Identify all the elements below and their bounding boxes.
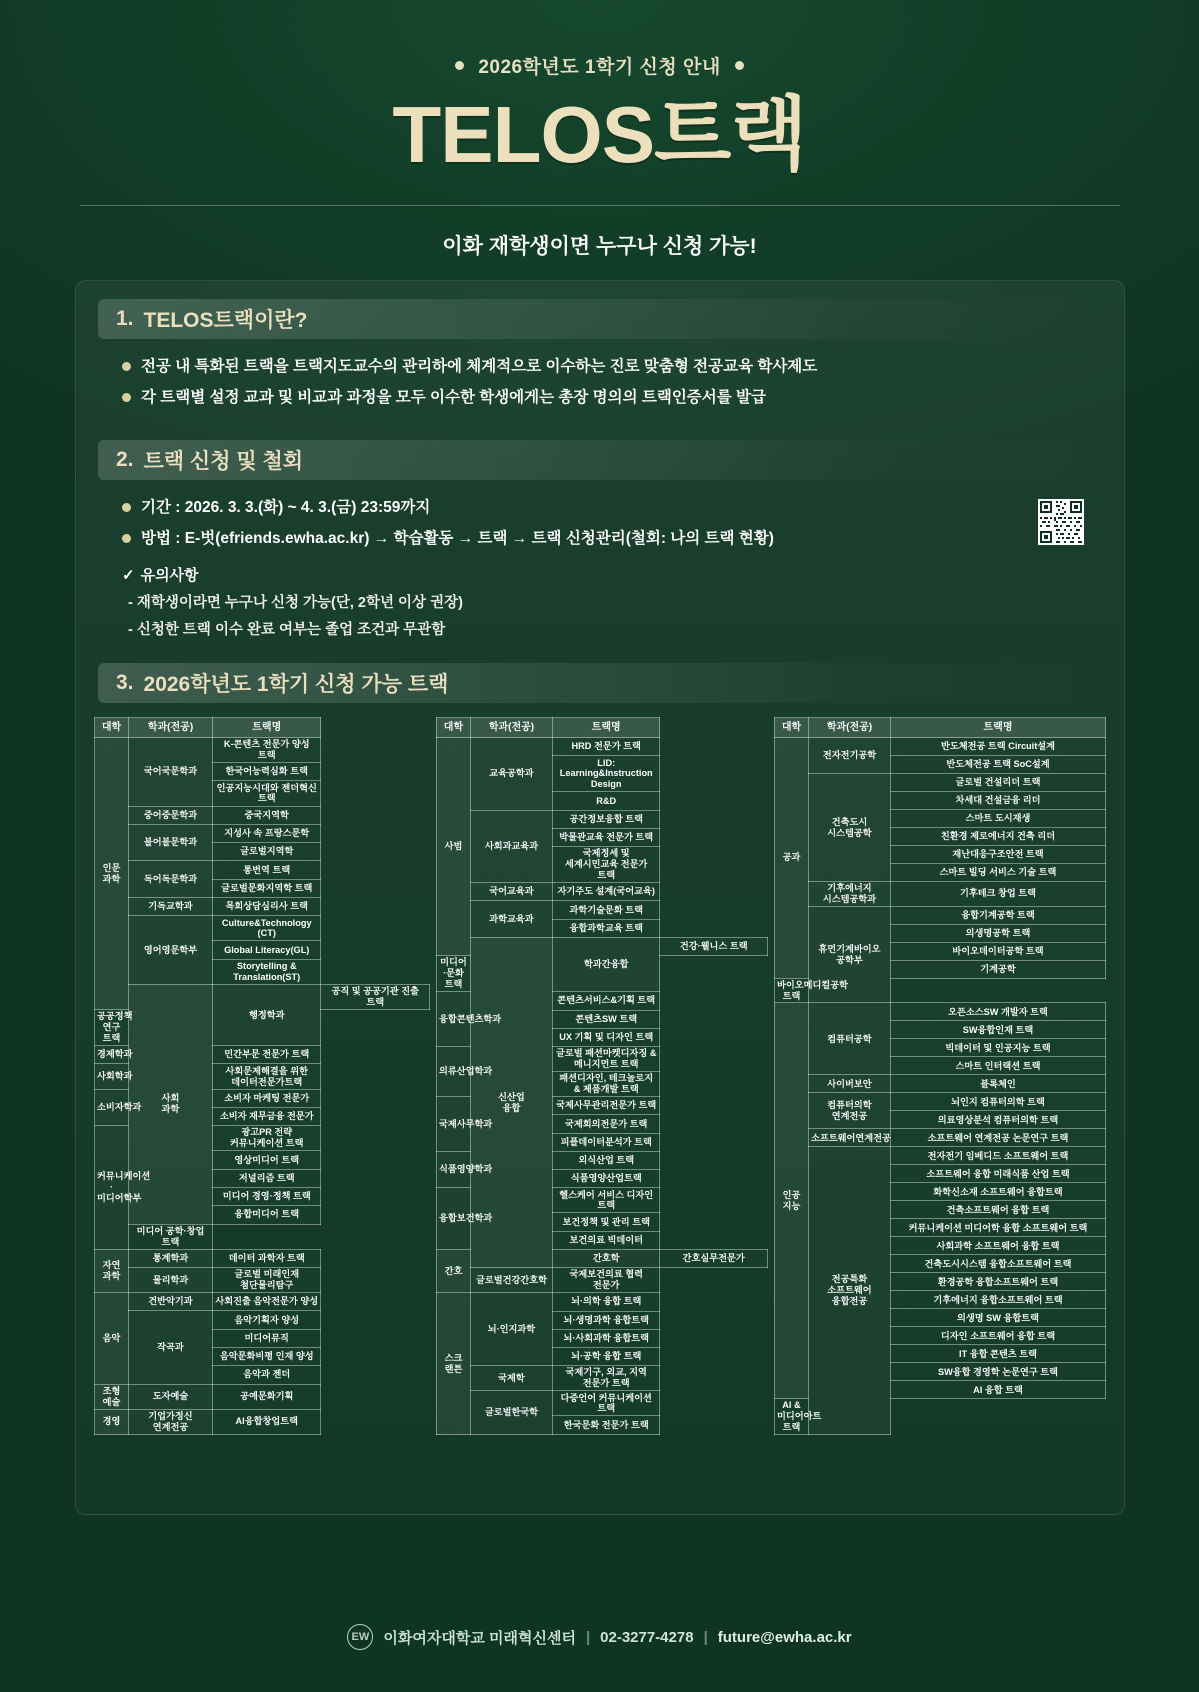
table-row	[774, 774, 1105, 792]
bullet-dot-icon	[122, 362, 131, 371]
table-row	[436, 1391, 767, 1416]
table-row	[95, 824, 430, 842]
cell-department: 식품영양학과	[436, 1151, 470, 1188]
table-row	[95, 1224, 430, 1249]
cell-track-name: 소비자 재무금융 전문가	[213, 1107, 321, 1125]
cell-track-name: 의생명 SW 융합트랙	[890, 1309, 1105, 1327]
col-header-track: 트랙명	[213, 718, 321, 738]
cell-track-name: 민간부문 전문가 트랙	[213, 1046, 321, 1064]
table-row	[436, 1366, 767, 1391]
cell-department: 융합보건학과	[436, 1188, 470, 1250]
cell-track-name: AI 융합 트랙	[890, 1381, 1105, 1399]
cell-track-name: 스마트 도시재생	[890, 810, 1105, 828]
cell-department: 작곡과	[129, 1311, 213, 1384]
cell-department: 융합콘텐츠학과	[436, 992, 470, 1047]
cell-track-name: 글로벌문화지역학 트랙	[213, 879, 321, 897]
header-divider	[80, 205, 1120, 206]
cell-track-name: 소프트웨어 연계전공 논문연구 트랙	[890, 1129, 1105, 1147]
footer-separator-2: |	[703, 1628, 708, 1646]
qr-code-icon[interactable]	[1038, 499, 1084, 545]
col-header-college: 대학	[95, 718, 129, 738]
cell-track-name: 반도체전공 트랙 SoC설계	[890, 756, 1105, 774]
cell-track-name: 패션디자인, 테크놀로지 & 제품개발 트랙	[552, 1072, 660, 1097]
col-header-track: 트랙명	[552, 718, 660, 738]
cell-track-name: 글로벌 미래인재 첨단물리탐구	[213, 1267, 321, 1292]
cell-track-name: 커뮤니케이션 미디어학 융합 소프트웨어 트랙	[890, 1219, 1105, 1237]
cell-track-name: 환경공학 융합소프트웨어 트랙	[890, 1273, 1105, 1291]
table-row	[436, 1268, 767, 1293]
cell-college: 사회 과학	[129, 984, 213, 1224]
cell-department: 행정학과	[213, 984, 321, 1045]
table-row	[436, 883, 767, 901]
table-row	[774, 738, 1105, 756]
cell-college: 스크 랜튼	[436, 1293, 470, 1435]
section-2-bullets	[122, 496, 1124, 551]
section-2-notice	[122, 564, 1124, 639]
section-3-header	[98, 663, 1102, 703]
cell-track-name: 보건정책 및 관리 트랙	[552, 1213, 660, 1231]
table-row	[436, 1293, 767, 1311]
cell-department: 소프트웨어연계전공	[808, 1129, 890, 1147]
cell-track-name: 데이터 과학자 트랙	[213, 1249, 321, 1267]
cell-department: 기업가정신 연계전공	[129, 1409, 213, 1434]
table-row	[774, 1003, 1105, 1021]
cell-college: 경영	[95, 1409, 129, 1434]
cell-track-name: 스마트 인터랙션 트랙	[890, 1057, 1105, 1075]
cell-college: 자연 과학	[95, 1249, 129, 1292]
table-row	[95, 738, 430, 763]
cell-track-name: 건강·웰니스 트랙	[660, 937, 768, 955]
notice-line: - 재학생이라면 누구나 신청 가능(단, 2학년 이상 권장)	[128, 595, 463, 611]
cell-track-name: 과학기술문화 트랙	[552, 901, 660, 919]
notice-heading-label: 유의사항	[140, 567, 199, 584]
cell-track-name: IT 융합 콘텐츠 트랙	[890, 1345, 1105, 1363]
section-1-number: 1.	[116, 307, 134, 330]
track-table-block-2	[436, 717, 768, 1435]
cell-track-name: 음악기획자 양성	[213, 1311, 321, 1329]
cell-track-name: 건축도시시스템 융합소프트웨어 트랙	[890, 1255, 1105, 1273]
table-header-row	[774, 718, 1105, 738]
cell-department: 학과간융합	[552, 937, 660, 991]
cell-track-name: 공간정보융합 트랙	[552, 810, 660, 828]
cell-track-name: 사회진출 음악전문가 양성	[213, 1293, 321, 1311]
cell-track-name: 박물관교육 전문가 트랙	[552, 828, 660, 846]
table-row	[436, 901, 767, 919]
cell-track-name: LID: Learning&Instruction Design	[552, 756, 660, 792]
cell-track-name: 헬스케어 서비스 디자인 트랙	[552, 1188, 660, 1213]
cell-track-name: HRD 전문가 트랙	[552, 738, 660, 756]
table-row	[95, 898, 430, 916]
cell-department: 교육공학과	[470, 738, 552, 811]
cell-track-name: 빅데이터 및 인공지능 트랙	[890, 1039, 1105, 1057]
cell-department: 전공특화 소프트웨어 융합전공	[808, 1147, 890, 1435]
cell-track-name: 소비자 마케팅 전문가	[213, 1089, 321, 1107]
cell-department: 커뮤니케이션· 미디어학부	[95, 1126, 129, 1249]
cell-track-name: 국제정세 및 세계시민교육 전문가 트랙	[552, 847, 660, 883]
cell-track-name: 공공정책 연구 트랙	[95, 1010, 129, 1046]
cell-track-name: 소프트웨어 융합 미래식품 산업 트랙	[890, 1165, 1105, 1183]
table-row	[436, 738, 767, 756]
cell-track-name: 기후테크 창업 트랙	[890, 882, 1105, 907]
cell-track-name: 한국문화 전문가 트랙	[552, 1416, 660, 1435]
cell-track-name: SW융합인재 트랙	[890, 1021, 1105, 1039]
table-row	[95, 806, 430, 824]
cell-track-name: 중국지역학	[213, 806, 321, 824]
cell-track-name: 저널리즘 트랙	[213, 1169, 321, 1187]
col-header-college: 대학	[774, 718, 808, 738]
section-1-header	[98, 299, 1102, 339]
cell-track-name: 글로벌지역학	[213, 843, 321, 861]
track-table-block-1	[94, 717, 430, 1435]
list-item	[122, 527, 1124, 550]
table-row	[774, 882, 1105, 907]
cell-track-name: Storytelling & Translation(ST)	[213, 959, 321, 984]
cell-track-name: 기계공학	[890, 960, 1105, 978]
cell-track-name: 미디어 공학·창업 트랙	[129, 1224, 213, 1249]
cell-department: 휴먼기계바이오 공학부	[808, 906, 890, 1003]
col-header-dept: 학과(전공)	[470, 718, 552, 738]
header-kicker	[0, 52, 1199, 79]
cell-track-name: 바이오데이터공학 트랙	[890, 942, 1105, 960]
footer-phone: 02-3277-4278	[600, 1628, 694, 1646]
table-row	[95, 1293, 430, 1311]
cell-department: 전자전기공학	[808, 738, 890, 774]
table-header-row	[95, 718, 430, 738]
cell-track-name: Culture&Technology (CT)	[213, 916, 321, 941]
cell-track-name: 목회상담심리사 트랙	[213, 898, 321, 916]
cell-department: 글로벌건강간호학	[470, 1268, 552, 1293]
cell-track-name: 뇌·공학 융합 트랙	[552, 1348, 660, 1366]
cell-track-name: 피플데이터분석가 트랙	[552, 1133, 660, 1151]
cell-department: 건축도시 시스템공학	[808, 774, 890, 882]
table-body-3	[774, 738, 1105, 1435]
cell-track-name: AI & 미디어아트 트랙	[774, 1399, 808, 1435]
cell-track-name: 음악과 젠더	[213, 1366, 321, 1384]
cell-track-name: 바이오메디컬공학 트랙	[774, 978, 808, 1003]
cell-track-name: 음악문화비평 인재 양성	[213, 1347, 321, 1365]
table-row	[95, 984, 430, 1009]
cell-track-name: 국제보건의료 협력 전문가	[552, 1268, 660, 1293]
cell-department: 간호학	[552, 1249, 660, 1267]
footer-email[interactable]: future@ewha.ac.kr	[717, 1628, 852, 1646]
cell-department: 과학교육과	[470, 901, 552, 938]
list-item	[122, 355, 1124, 378]
cell-track-name: 보건의료 빅데이터	[552, 1231, 660, 1249]
cell-department: 국제학	[470, 1366, 552, 1391]
table-row	[95, 916, 430, 941]
cell-track-name: 글로벌 건설리더 트랙	[890, 774, 1105, 792]
cell-department: 기독교학과	[129, 898, 213, 916]
section-2-header	[98, 440, 1102, 480]
cell-track-name: 광고PR 전략 커뮤니케이션 트랙	[213, 1126, 321, 1151]
table-row	[95, 1384, 430, 1409]
cell-track-name: 전자전기 임베디드 소프트웨어 트랙	[890, 1147, 1105, 1165]
bullet-dot-right-icon	[735, 61, 744, 70]
cell-track-name: 외식산업 트랙	[552, 1151, 660, 1169]
table-row	[436, 937, 767, 955]
cell-track-name: 통번역 트랙	[213, 861, 321, 879]
cell-department: 독어독문학과	[129, 861, 213, 898]
bullet-dot-left-icon	[455, 61, 464, 70]
cell-track-name: 국제사무관리전문가 트랙	[552, 1097, 660, 1115]
table-row	[774, 1147, 1105, 1165]
cell-college: 간호	[436, 1249, 470, 1292]
cell-track-name: 의생명공학 트랙	[890, 924, 1105, 942]
cell-track-name: 공예문화기획	[213, 1384, 321, 1409]
kicker-text: 2026학년도 1학기 신청 안내	[478, 57, 721, 78]
cell-department: 불어불문학과	[129, 824, 213, 861]
cell-track-name: Global Literacy(GL)	[213, 941, 321, 959]
cell-track-name: 블록체인	[890, 1075, 1105, 1093]
cell-college: 사범	[436, 738, 470, 956]
cell-track-name: 건축소프트웨어 융합 트랙	[890, 1201, 1105, 1219]
cell-department: 사회과교육과	[470, 810, 552, 883]
track-table-wrap	[94, 717, 1106, 1435]
cell-track-name: 오픈소스SW 개발자 트랙	[890, 1003, 1105, 1021]
cell-track-name: 한국어능력심화 트랙	[213, 763, 321, 781]
cell-track-name: 공직 및 공공기관 진출 트랙	[321, 984, 429, 1009]
cell-track-name: 지성사 속 프랑스문학	[213, 824, 321, 842]
cell-college: 공과	[774, 738, 808, 979]
col-header-track: 트랙명	[890, 718, 1105, 738]
cell-department: 뇌·인지과학	[470, 1293, 552, 1366]
university-seal-icon: EW	[347, 1624, 373, 1650]
cell-track-name: 사회과학 소프트웨어 융합 트랙	[890, 1237, 1105, 1255]
cell-department: 도자예술	[129, 1384, 213, 1409]
cell-track-name: 미디어뮤직	[213, 1329, 321, 1347]
cell-track-name: 화학신소재 소프트웨어 융합트랙	[890, 1183, 1105, 1201]
table-header-row	[436, 718, 767, 738]
notice-heading	[122, 564, 1124, 585]
cell-department: 기후에너지 시스템공학과	[808, 882, 890, 907]
poster-header	[0, 0, 1199, 260]
cell-department: 영어영문학부	[129, 916, 213, 985]
list-item	[122, 496, 1124, 519]
table-row	[774, 1093, 1105, 1111]
cell-department: 소비자학과	[95, 1089, 129, 1126]
cell-track-name: SW융합 경영학 논문연구 트랙	[890, 1363, 1105, 1381]
bullet-text: 각 트랙별 설정 교과 및 비교과 과정을 모두 이수한 학생에게는 총장 명의의 트랙인증서를 발급	[141, 389, 766, 407]
section-1-title: TELOS트랙이란?	[143, 309, 308, 332]
cell-track-name: 기후에너지 융합소프트웨어 트랙	[890, 1291, 1105, 1309]
cell-track-name: 반도체전공 트랙 Circuit설계	[890, 738, 1105, 756]
cell-department: 건반악기과	[129, 1293, 213, 1311]
list-item	[122, 386, 1124, 409]
cell-track-name: 뇌·의학 융합 트랙	[552, 1293, 660, 1311]
cell-track-name: 융합과학교육 트랙	[552, 919, 660, 937]
bullet-dot-icon	[122, 503, 131, 512]
cell-college: 조형 예술	[95, 1384, 129, 1409]
cell-track-name: 콘텐츠SW 트랙	[552, 1010, 660, 1028]
cell-track-name: 융합기계공학 트랙	[890, 906, 1105, 924]
cell-department: 의류산업학과	[436, 1047, 470, 1097]
cell-track-name: R&D	[552, 792, 660, 810]
cell-track-name: 글로벌 패션마켓디자징 & 메니지먼트 트랙	[552, 1047, 660, 1072]
table-body-1	[95, 738, 430, 1435]
page-title: TELOS트랙	[392, 90, 807, 179]
bullet-dot-icon	[122, 534, 131, 543]
cell-track-name: 인공지능시대와 젠더혁신 트랙	[213, 781, 321, 806]
table-row	[436, 810, 767, 828]
cell-track-name: 미디어·문화 트랙	[436, 956, 470, 992]
cell-track-name: 국제기구, 외교, 지역 전문가 트랙	[552, 1366, 660, 1391]
poster-footer	[0, 1624, 1199, 1650]
cell-department: 사이버보안	[808, 1075, 890, 1093]
cell-track-name: AI융합창업트랙	[213, 1409, 321, 1434]
track-table-block-3	[774, 717, 1106, 1435]
col-header-dept: 학과(전공)	[129, 718, 213, 738]
table-row	[774, 1075, 1105, 1093]
cell-department: 국어국문학과	[129, 738, 213, 807]
cell-track-name: K-콘텐츠 전문가 양성 트랙	[213, 738, 321, 763]
bullet-text: 전공 내 특화된 트랙을 트랙지도교수의 관리하에 체계적으로 이수하는 진로 맞춤형 전공교육 학사제도	[141, 358, 818, 375]
notice-line: - 신청한 트랙 이수 완료 여부는 졸업 조건과 무관함	[128, 622, 446, 638]
cell-track-name: 재난대응구조안전 트랙	[890, 846, 1105, 864]
cell-track-name: 뇌·사회과학 융합트랙	[552, 1329, 660, 1347]
cell-department: 통계학과	[129, 1249, 213, 1267]
section-3-title: 2026학년도 1학기 신청 가능 트랙	[143, 673, 449, 696]
footer-separator-1: |	[585, 1628, 591, 1646]
cell-college: 음악	[95, 1293, 129, 1384]
cell-department: 컴퓨터공학	[808, 1003, 890, 1075]
section-1-bullets	[122, 355, 1124, 410]
cell-department: 국제사무학과	[436, 1097, 470, 1152]
cell-track-name: 차세대 건설금융 리더	[890, 792, 1105, 810]
cell-track-name: UX 기획 및 디자인 트랙	[552, 1028, 660, 1046]
cell-department: 경제학과	[95, 1046, 129, 1064]
cell-track-name: 영상미디어 트랙	[213, 1151, 321, 1169]
cell-college: 인문 과학	[95, 738, 129, 1010]
cell-track-name: 식품영양산업트랙	[552, 1170, 660, 1188]
cell-department: 중어중문학과	[129, 806, 213, 824]
content-card	[75, 280, 1125, 1515]
table-row	[774, 906, 1105, 924]
cell-track-name: 융합미디어 트랙	[213, 1206, 321, 1224]
cell-track-name: 간호실무전문가	[660, 1249, 768, 1267]
cell-track-name: 의료영상분석 컴퓨터의학 트랙	[890, 1111, 1105, 1129]
col-header-college: 대학	[436, 718, 470, 738]
section-2-number: 2.	[116, 447, 134, 471]
cell-track-name: 미디어 경영·정책 트랙	[213, 1187, 321, 1205]
cell-track-name: 국제회의전문가 트랙	[552, 1115, 660, 1133]
table-row	[95, 1267, 430, 1292]
cell-college: 인공 지능	[774, 1003, 808, 1399]
cell-track-name: 다중언어 커뮤니케이션 트랙	[552, 1391, 660, 1416]
cell-track-name: 뇌인지 컴퓨터의학 트랙	[890, 1093, 1105, 1111]
bullet-text: 방법 : E-벗(efriends.ewha.ac.kr) → 학습활동 → 트랙 → 트랙 신청관리(철회: 나의 트랙 현황)	[141, 529, 774, 547]
cell-track-name: 자기주도 설계(국어교육)	[552, 883, 660, 901]
table-row	[774, 1129, 1105, 1147]
cell-track-name: 스마트 빌딩 서비스 기술 트랙	[890, 864, 1105, 882]
check-icon: ✓	[122, 567, 135, 584]
cell-department: 컴퓨터의학 연계전공	[808, 1093, 890, 1129]
cell-track-name: 뇌·생명과학 융합트랙	[552, 1311, 660, 1329]
bullet-dot-icon	[122, 393, 131, 402]
section-2-title: 트랙 신청 및 철회	[143, 449, 304, 473]
cell-track-name: 디자인 소프트웨어 융합 트랙	[890, 1327, 1105, 1345]
table-row	[95, 1311, 430, 1329]
section-3-number: 3.	[116, 671, 134, 694]
cell-department: 물리학과	[129, 1267, 213, 1292]
table-body-2	[436, 738, 767, 1435]
cell-department: 국어교육과	[470, 883, 552, 901]
table-row	[95, 1249, 430, 1267]
cell-department: 사회학과	[95, 1064, 129, 1089]
header-subtitle: 이화 재학생이면 누구나 신청 가능!	[442, 235, 757, 258]
cell-college: 신산업 융합	[470, 937, 552, 1267]
cell-track-name: 친환경 제로에너지 건축 리더	[890, 828, 1105, 846]
cell-track-name: 사회문제해결을 위한 데이터전문가트랙	[213, 1064, 321, 1089]
footer-org: 이화여자대학교 미래혁신센터	[383, 1629, 576, 1647]
table-row	[95, 861, 430, 879]
col-header-dept: 학과(전공)	[808, 718, 890, 738]
table-row	[95, 1409, 430, 1434]
cell-department: 글로벌한국학	[470, 1391, 552, 1435]
bullet-text: 기간 : 2026. 3. 3.(화) ~ 4. 3.(금) 23:59까지	[141, 498, 431, 516]
cell-track-name: 콘텐츠서비스&기획 트랙	[552, 992, 660, 1010]
